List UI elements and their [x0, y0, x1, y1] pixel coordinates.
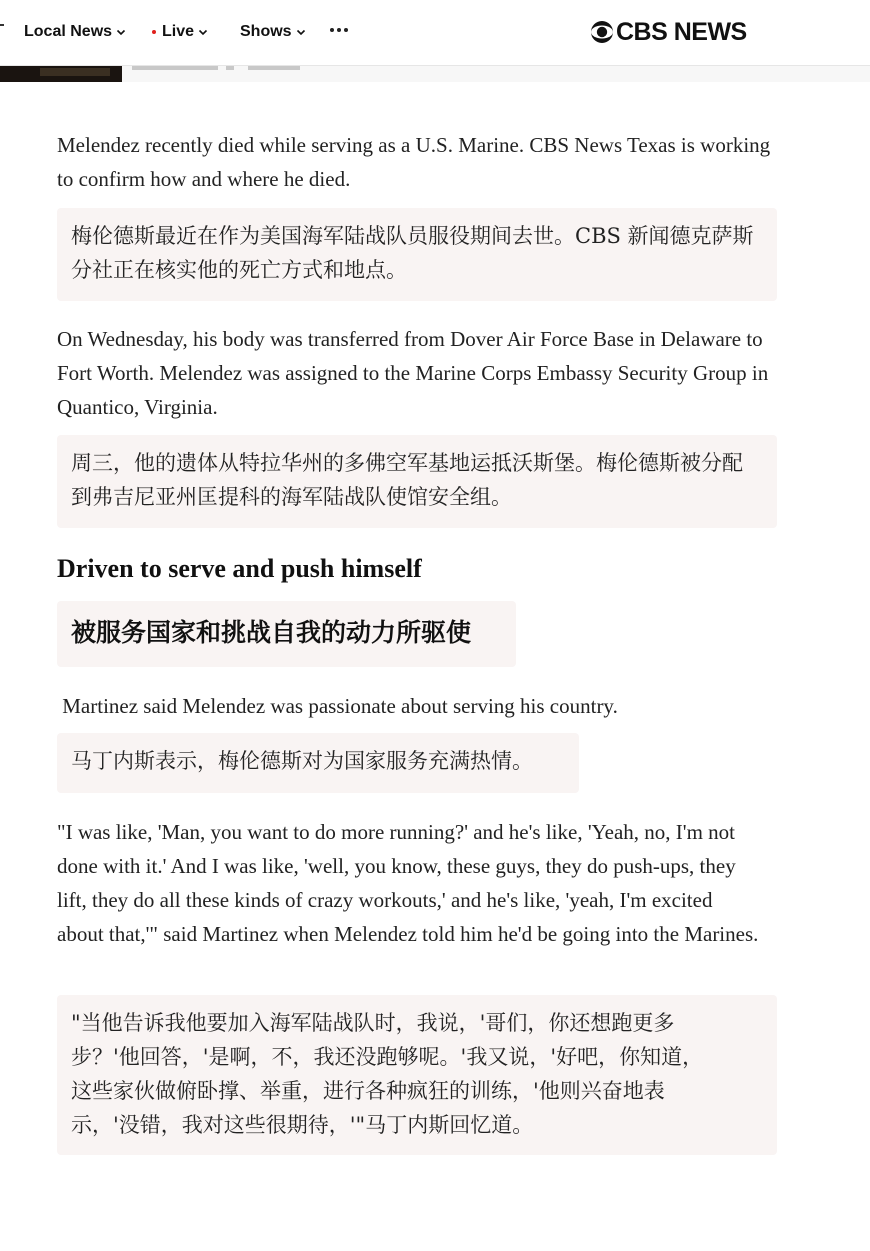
cbs-eye-icon [590, 20, 614, 44]
translation-paragraph-2: 周三，他的遗体从特拉华州的多佛空军基地运抵沃斯堡。梅伦德斯被分配到弗吉尼亚州匡提科的海军陆战队使馆安全组。 [57, 435, 777, 528]
top-nav [0, 0, 870, 66]
chevron-down-icon [198, 27, 208, 37]
video-thumbnail[interactable] [0, 66, 122, 82]
logo-text: CBS NEWS [616, 17, 747, 46]
chevron-down-icon [116, 27, 126, 37]
strip-text-snippet [130, 66, 306, 72]
nav-shows[interactable] [240, 20, 306, 44]
chevron-down-icon [296, 27, 306, 37]
more-menu-icon[interactable] [330, 28, 348, 32]
cbs-news-logo[interactable] [590, 16, 747, 48]
translation-paragraph-4: "当他告诉我他要加入海军陆战队时，我说，'哥们，你还想跑更多步？'他回答，'是啊，不，我还没跑够呢。'我又说，'好吧，你知道，这些家伙做俯卧撑、举重，进行各种疯狂的训练，'他则兴奋地表示，'没错，我对这些很期待，'"马丁内斯回忆道。 [57, 995, 777, 1155]
translation-heading: 被服务国家和挑战自我的动力所驱使 [57, 601, 516, 667]
article-paragraph-3: Martinez said Melendez was passionate about serving his country. [57, 694, 618, 718]
nav-local-news-label: Local News [24, 23, 113, 40]
nav-shows-label: Shows [240, 23, 292, 40]
translation-paragraph-1: 梅伦德斯最近在作为美国海军陆战队员服役期间去世。CBS 新闻德克萨斯分社正在核实他的死亡方式和地点。 [57, 208, 777, 301]
translation-paragraph-3: 马丁内斯表示，梅伦德斯对为国家服务充满热情。 [57, 733, 579, 793]
menu-edge-icon[interactable] [0, 24, 4, 26]
nav-live[interactable] [152, 20, 208, 44]
live-indicator-icon [152, 30, 156, 34]
nav-live-label: Live [162, 23, 195, 40]
article-paragraph-1: Melendez recently died while serving as a U.S. Marine. CBS News Texas is working to confirm how and where he died. [57, 133, 771, 191]
section-heading: Driven to serve and push himself [57, 554, 422, 583]
sticky-video-strip [0, 66, 870, 82]
nav-local-news[interactable] [24, 20, 126, 44]
article-paragraph-2: On Wednesday, his body was transferred from Dover Air Force Base in Delaware to Fort Worth. Melendez was assigned to the Marine Corps Embassy Security Group in Quantico, Virginia. [57, 327, 769, 419]
article-paragraph-4: "I was like, 'Man, you want to do more running?' and he's like, 'Yeah, no, I'm not done with it.' And I was like, 'well, you know, these guys, they do push-ups, they lift, they do all these kinds of crazy workouts,' and he's like, 'yeah, I'm excited about that,'" said Martinez when Melendez told him he'd be going into the Marines. [57, 820, 759, 946]
